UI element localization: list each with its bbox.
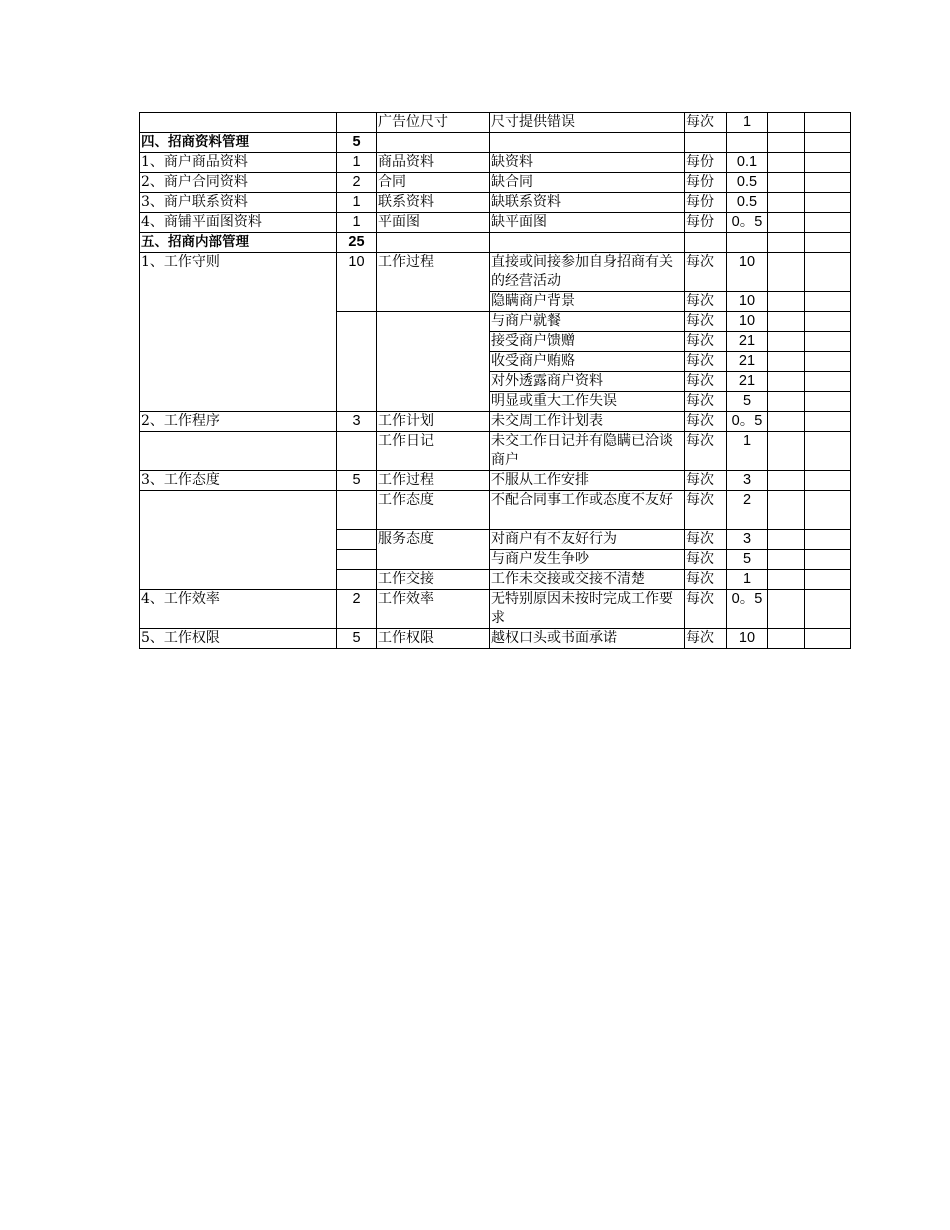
unit-cell: 每次 [685, 332, 727, 352]
deduction-cell: 2 [727, 491, 768, 530]
blank-cell [768, 173, 805, 193]
deduction-cell: 5 [727, 392, 768, 412]
blank-cell [805, 392, 851, 412]
item-cell: 4、工作效率 [140, 590, 337, 629]
deduction-cell: 1 [727, 570, 768, 590]
violation-cell: 不服从工作安排 [490, 471, 685, 491]
section-score: 25 [337, 233, 377, 253]
blank-cell [805, 372, 851, 392]
violation-cell: 与商户发生争吵 [490, 550, 685, 570]
item-cell: 3、商户联系资料 [140, 193, 337, 213]
score-cell: 2 [337, 173, 377, 193]
section-title: 四、招商资料管理 [140, 133, 337, 153]
item-cell: 1、工作守则 [140, 253, 337, 412]
blank-cell [805, 173, 851, 193]
deduction-cell: 3 [727, 530, 768, 550]
blank-cell [768, 332, 805, 352]
item-cell: 1、商户商品资料 [140, 153, 337, 173]
blank-cell [768, 233, 805, 253]
blank-cell [805, 113, 851, 133]
unit-cell: 每次 [685, 292, 727, 312]
category-cell: 工作权限 [377, 629, 490, 649]
table-row [140, 153, 851, 173]
item-cell [140, 113, 337, 133]
deduction-cell: 0。5 [727, 590, 768, 629]
violation-cell: 缺资料 [490, 153, 685, 173]
unit-cell: 每次 [685, 629, 727, 649]
deduction-cell: 0.5 [727, 173, 768, 193]
violation-cell: 直接或间接参加自身招商有关的经营活动 [490, 253, 685, 292]
blank-cell [490, 133, 685, 153]
unit-cell: 每次 [685, 312, 727, 332]
blank-cell [727, 133, 768, 153]
violation-cell: 明显或重大工作失误 [490, 392, 685, 412]
blank-cell [805, 550, 851, 570]
blank-cell [805, 629, 851, 649]
deduction-cell: 10 [727, 629, 768, 649]
deduction-cell: 21 [727, 332, 768, 352]
unit-cell: 每次 [685, 550, 727, 570]
violation-cell: 无特别原因未按时完成工作要求 [490, 590, 685, 629]
blank-cell [768, 372, 805, 392]
category-cell: 工作效率 [377, 590, 490, 629]
table-row [140, 193, 851, 213]
blank-cell [337, 550, 377, 570]
unit-cell: 每次 [685, 372, 727, 392]
category-cell: 工作计划 [377, 412, 490, 432]
violation-cell: 缺合同 [490, 173, 685, 193]
deduction-cell: 1 [727, 113, 768, 133]
category-cell: 广告位尺寸 [377, 113, 490, 133]
blank-cell [768, 629, 805, 649]
blank-cell [805, 292, 851, 312]
deduction-cell: 10 [727, 312, 768, 332]
violation-cell: 缺联系资料 [490, 193, 685, 213]
score-cell: 1 [337, 153, 377, 173]
score-cell: 1 [337, 213, 377, 233]
blank-cell [337, 530, 377, 550]
unit-cell: 每次 [685, 570, 727, 590]
unit-cell: 每次 [685, 471, 727, 491]
blank-cell [805, 153, 851, 173]
unit-cell: 每次 [685, 530, 727, 550]
blank-cell [805, 352, 851, 372]
unit-cell: 每次 [685, 412, 727, 432]
unit-cell: 每份 [685, 153, 727, 173]
violation-cell: 未交工作日记并有隐瞒已洽谈商户 [490, 432, 685, 471]
blank-cell [768, 530, 805, 550]
unit-cell: 每次 [685, 432, 727, 471]
blank-cell [805, 233, 851, 253]
category-cell: 联系资料 [377, 193, 490, 213]
blank-cell [490, 233, 685, 253]
blank-cell [805, 332, 851, 352]
score-cell: 5 [337, 471, 377, 491]
unit-cell: 每次 [685, 392, 727, 412]
item-cell: 2、商户合同资料 [140, 173, 337, 193]
blank-cell [768, 193, 805, 213]
blank-cell [768, 213, 805, 233]
section-score: 5 [337, 133, 377, 153]
blank-cell [727, 233, 768, 253]
blank-cell [805, 491, 851, 530]
table-row [140, 173, 851, 193]
blank-cell [685, 133, 727, 153]
category-cell: 服务态度 [377, 530, 490, 570]
item-cell: 5、工作权限 [140, 629, 337, 649]
section-header-row [140, 133, 851, 153]
table-row [140, 471, 851, 491]
unit-cell: 每次 [685, 590, 727, 629]
blank-cell [805, 530, 851, 550]
category-cell: 工作态度 [377, 491, 490, 530]
blank-cell [768, 491, 805, 530]
violation-cell: 隐瞒商户背景 [490, 292, 685, 312]
score-cell: 2 [337, 590, 377, 629]
violation-cell: 与商户就餐 [490, 312, 685, 332]
blank-cell [768, 312, 805, 332]
unit-cell: 每次 [685, 352, 727, 372]
deduction-cell: 0。5 [727, 213, 768, 233]
table-row [140, 590, 851, 629]
blank-cell [377, 133, 490, 153]
blank-cell [337, 491, 377, 530]
violation-cell: 工作未交接或交接不清楚 [490, 570, 685, 590]
assessment-table [139, 112, 851, 649]
blank-cell [805, 253, 851, 292]
violation-cell: 对商户有不友好行为 [490, 530, 685, 550]
blank-cell [337, 432, 377, 471]
section-header-row [140, 233, 851, 253]
blank-cell [805, 570, 851, 590]
blank-cell [805, 213, 851, 233]
unit-cell: 每次 [685, 113, 727, 133]
unit-cell: 每次 [685, 491, 727, 530]
section-title: 五、招商内部管理 [140, 233, 337, 253]
blank-cell [768, 570, 805, 590]
blank-cell [768, 550, 805, 570]
deduction-cell: 0。5 [727, 412, 768, 432]
blank-cell [768, 352, 805, 372]
deduction-cell: 10 [727, 253, 768, 292]
blank-cell [768, 292, 805, 312]
violation-cell: 越权口头或书面承诺 [490, 629, 685, 649]
blank-cell [768, 392, 805, 412]
score-cell: 1 [337, 193, 377, 213]
category-cell: 合同 [377, 173, 490, 193]
blank-cell [768, 153, 805, 173]
deduction-cell: 1 [727, 432, 768, 471]
category-cell: 平面图 [377, 213, 490, 233]
item-cell: 4、商铺平面图资料 [140, 213, 337, 233]
score-cell [337, 113, 377, 133]
blank-cell [805, 312, 851, 332]
blank-cell [805, 590, 851, 629]
unit-cell: 每份 [685, 173, 727, 193]
blank-cell [337, 570, 377, 590]
deduction-cell: 5 [727, 550, 768, 570]
blank-cell [377, 233, 490, 253]
violation-cell: 尺寸提供错误 [490, 113, 685, 133]
blank-cell [685, 233, 727, 253]
category-cell: 工作日记 [377, 432, 490, 471]
category-cell: 工作过程 [377, 471, 490, 491]
table-row [140, 213, 851, 233]
unit-cell: 每份 [685, 213, 727, 233]
blank-cell [337, 312, 377, 412]
blank-cell [140, 432, 337, 471]
violation-cell: 对外透露商户资料 [490, 372, 685, 392]
blank-cell [805, 412, 851, 432]
table-row [140, 432, 851, 471]
blank-cell [805, 432, 851, 471]
blank-cell [768, 253, 805, 292]
violation-cell: 不配合同事工作或态度不友好 [490, 491, 685, 530]
category-cell: 工作交接 [377, 570, 490, 590]
category-cell: 工作过程 [377, 253, 490, 312]
blank-cell [768, 432, 805, 471]
violation-cell: 缺平面图 [490, 213, 685, 233]
item-cell: 3、工作态度 [140, 471, 337, 491]
deduction-cell: 10 [727, 292, 768, 312]
blank-cell [140, 491, 337, 590]
score-cell: 5 [337, 629, 377, 649]
deduction-cell: 21 [727, 372, 768, 392]
unit-cell: 每次 [685, 253, 727, 292]
table-row [140, 491, 851, 530]
table-row [140, 412, 851, 432]
blank-cell [768, 471, 805, 491]
table-row [140, 629, 851, 649]
blank-cell [768, 412, 805, 432]
violation-cell: 未交周工作计划表 [490, 412, 685, 432]
blank-cell [768, 590, 805, 629]
blank-cell [377, 312, 490, 412]
table-row [140, 253, 851, 292]
deduction-cell: 21 [727, 352, 768, 372]
blank-cell [768, 133, 805, 153]
violation-cell: 收受商户贿赂 [490, 352, 685, 372]
blank-cell [805, 193, 851, 213]
table-row [140, 113, 851, 133]
score-cell: 3 [337, 412, 377, 432]
blank-cell [805, 133, 851, 153]
item-cell: 2、工作程序 [140, 412, 337, 432]
violation-cell: 接受商户馈赠 [490, 332, 685, 352]
score-cell: 10 [337, 253, 377, 312]
deduction-cell: 0.1 [727, 153, 768, 173]
category-cell: 商品资料 [377, 153, 490, 173]
deduction-cell: 3 [727, 471, 768, 491]
unit-cell: 每份 [685, 193, 727, 213]
deduction-cell: 0.5 [727, 193, 768, 213]
blank-cell [805, 471, 851, 491]
blank-cell [768, 113, 805, 133]
